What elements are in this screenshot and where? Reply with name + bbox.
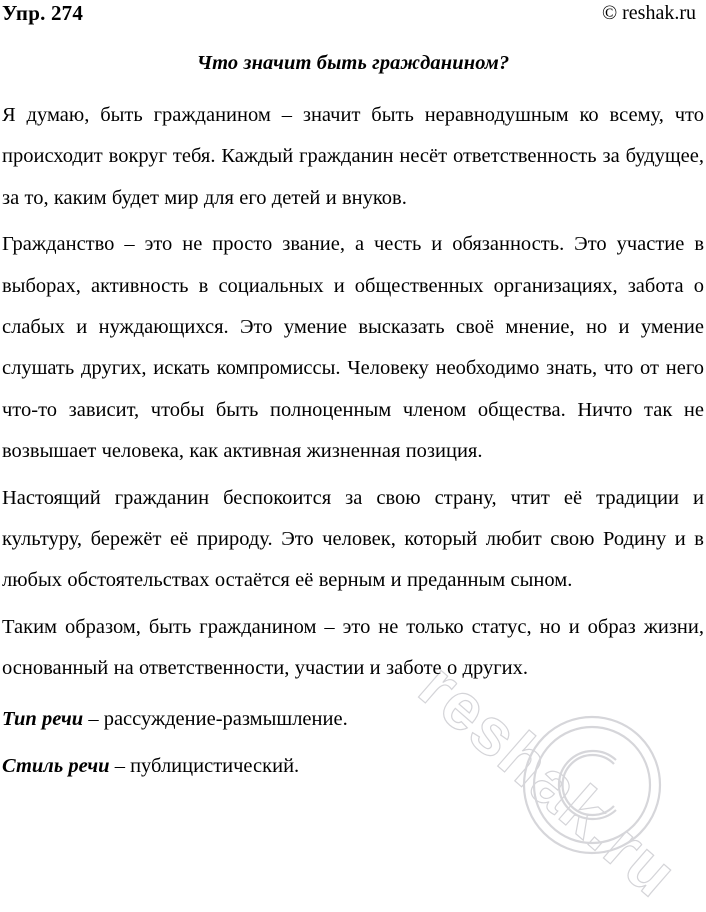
paragraph-2: Гражданство – это не просто звание, а честь и обязанность. Это участие в выборах, активность в социальных и общественных организациях, забота о слабых и нуждающихся. Это умение высказать своё мнение, но и умение слушать других, искать компромиссы. Человеку необходимо знать, что от него что-то зависит, чтобы быть полноценным членом общества. Ничто так не возвышает человека, как активная жизненная позиция. [2, 233, 704, 463]
speech-type-label: Тип речи [2, 707, 84, 730]
page-header [2, 0, 704, 30]
exercise-number: Упр. 274 [2, 1, 84, 25]
speech-style-value: – публицистический. [109, 755, 300, 778]
watermark-text: reshak.ru [405, 648, 693, 912]
page-title: Что значит быть гражданином? [196, 52, 510, 74]
paragraph-3: Настоящий гражданин беспокоится за свою страну, чтит её традиции и культуру, бережёт её природу. Это человек, который любит свою Родину и в любых обстоятельствах остаётся её верным и преданным сыном. [2, 486, 704, 592]
speech-type-line [2, 699, 704, 740]
speech-style-line [2, 746, 704, 787]
copyright-label: © reshak.ru [601, 2, 696, 24]
body-text [2, 95, 704, 690]
paragraph-4: Таким образом, быть гражданином – это не только статус, но и образ жизни, основанный на ответственности, участии и заботе о других. [2, 615, 704, 680]
paragraph-1: Я думаю, быть гражданином – значит быть неравнодушным ко всему, что происходит вокруг тебя. Каждый гражданин несёт ответственность за будущее, за то, каким будет мир для его детей и внуков. [2, 104, 704, 209]
speech-style-label: Стиль речи [2, 755, 110, 778]
speech-type-value: – рассуждение-размышление. [83, 707, 348, 730]
